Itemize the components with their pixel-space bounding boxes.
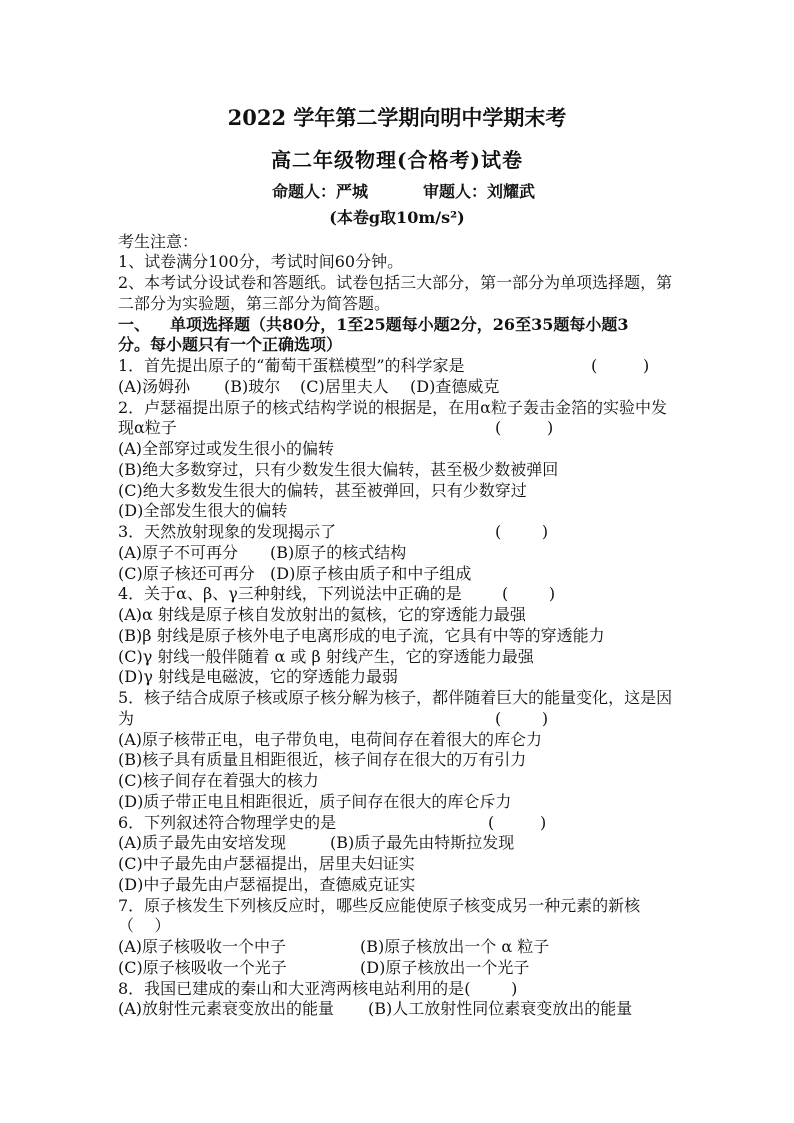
option-line [118,771,718,792]
question-stem-line [118,584,718,605]
answer-blank: ( ) [495,708,549,728]
option-line [118,854,718,875]
notice-text: 2、本考试分设试卷和答题纸。试卷包括三大部分，第一部分为单项选择题，第 [118,273,673,293]
setter-name: 命题人：严城 [272,182,369,201]
notice-heading: 考生注意： [118,231,199,251]
question-stem: 现α粒子 [118,418,177,438]
option-a: (A)全部穿过或发生很小的偏转 [118,439,335,459]
option-d: (D)原子核由质子和中子组成 [270,563,472,583]
option-b: (B)人工放射性同位素衰变放出的能量 [368,999,633,1019]
option-d: (D)原子核放出一个光子 [360,957,530,977]
option-a: (A)质子最先由安培发现 [118,833,287,853]
option-line [118,647,718,668]
option-line [118,626,718,647]
reviewer-name: 审题人：刘耀武 [423,182,536,201]
option-line [118,439,718,460]
option-b: (B)核子具有质量且相距很近，核子间存在很大的万有引力 [118,750,527,770]
question-stem-line [118,418,718,439]
option-line [118,730,718,751]
question-stem: 2．卢瑟福提出原子的核式结构学说的根据是，在用α粒子轰击金箔的实验中发 [118,397,667,417]
option-c: (C)居里夫人 [300,376,389,396]
option-c: (C)原子核吸收一个光子 [118,957,287,977]
option-d: (D)γ 射线是电磁波，它的穿透能力最弱 [118,667,398,687]
question-stem: 1．首先提出原子的“葡萄干蛋糕模型”的科学家是 [118,356,465,376]
option-a: (A)原子核吸收一个中子 [118,937,287,957]
option-line [118,833,718,854]
question-stem-line [118,979,718,1000]
option-a: (A)放射性元素衰变放出的能量 [118,999,335,1019]
answer-blank: ( ) [488,812,547,832]
option-d: (D)中子最先由卢瑟福提出，查德威克证实 [118,874,416,894]
option-b: (B)质子最先由特斯拉发现 [330,833,515,853]
question-stem: 为 [118,708,135,728]
section-title: 分。每小题只有一个正确选项） [118,335,343,355]
option-c: (C)γ 射线一般伴随着 α 或 β 射线产生，它的穿透能力最强 [118,646,534,666]
question-stem: 4．关于α、β、γ三种射线，下列说法中正确的是 [118,584,462,604]
question-stem-line [118,688,718,709]
question-stem-line [118,896,718,917]
option-b: (B)绝大多数穿过，只有少数发生很大偏转，甚至极少数被弹回 [118,459,559,479]
option-c: (C)中子最先由卢瑟福提出，居里夫妇证实 [118,854,415,874]
option-b: (B)原子的核式结构 [270,542,407,562]
answer-blank-line [118,916,718,937]
option-line [118,564,718,585]
exam-title: 2022 学年第二学期向明中学期末考 [227,105,567,130]
section-number: 一、 [118,314,151,334]
question-stem-line [118,709,718,730]
option-line [118,481,718,502]
answer-blank: ( ) [591,356,650,376]
option-a: (A)原子不可再分 [118,542,239,562]
option-d: (D)查德威克 [410,376,500,396]
question-stem: 6．下列叙述符合物理学史的是 [118,812,337,832]
notice-text: 二部分为实验题，第三部分为简答题。 [118,293,391,313]
exam-subtitle: 高二年级物理(合格考)试卷 [271,148,523,172]
option-line [118,750,718,771]
option-d: (D)质子带正电且相距很近，质子间存在很大的库仑斥力 [118,791,512,811]
question-stem-line [118,398,718,419]
answer-blank: ( ) [464,978,518,998]
section-title: 单项选择题（共80分，1至25题每小题2分，26至35题每小题3 [170,314,629,334]
notice-line [118,252,718,273]
option-line [118,460,718,481]
option-line [118,999,718,1020]
notice-text: 1、试卷满分100分，考试时间60分钟。 [118,252,404,272]
exam-body [118,232,718,1021]
option-line [118,958,718,979]
question-stem-line [118,522,718,543]
option-line [118,937,718,958]
question-stem: 3．天然放射现象的发现揭示了 [118,522,337,542]
notice-line [118,294,718,315]
option-c: (C)绝大多数发生很大的偏转，甚至被弹回，只有少数穿过 [118,480,527,500]
question-stem: 5．核子结合成原子核或原子核分解为核子，都伴随着巨大的能量变化，这是因 [118,688,673,708]
option-line [118,501,718,522]
section-title-line [118,335,718,356]
option-c: (C)原子核还可再分 [118,563,255,583]
option-b: (B)β 射线是原子核外电子电离形成的电子流，它具有中等的穿透能力 [118,625,605,645]
option-a: (A)汤姆孙 [118,376,191,396]
option-c: (C)核子间存在着强大的核力 [118,771,319,791]
question-stem-line [118,813,718,834]
question-stem: 8．我国已建成的秦山和大亚湾两核电站利用的是 [118,978,465,998]
option-line [118,667,718,688]
option-b: (B)原子核放出一个 α 粒子 [360,937,550,957]
question-stem: 7．原子核发生下列核反应时，哪些反应能使原子核变成另一种元素的新核 [118,895,641,915]
option-line [118,543,718,564]
question-stem-line [118,356,718,377]
option-line [118,875,718,896]
option-line [118,377,718,398]
gravity-note: (本卷g取10m/s²) [329,208,465,227]
option-d: (D)全部发生很大的偏转 [118,501,288,521]
notice-heading-line [118,232,718,253]
answer-blank: ( ) [495,522,549,542]
option-a: (A)α 射线是原子核自发放射出的氦核，它的穿透能力最强 [118,605,526,625]
notice-line [118,273,718,294]
option-line [118,605,718,626]
option-b: (B)玻尔 [224,376,281,396]
option-line [118,792,718,813]
answer-blank: ( ) [502,584,556,604]
answer-blank: （ ） [118,916,171,936]
option-a: (A)原子核带正电，电子带负电，电荷间存在着很大的库仑力 [118,729,543,749]
section-title-line [118,315,718,336]
answer-blank: ( ) [495,418,554,438]
